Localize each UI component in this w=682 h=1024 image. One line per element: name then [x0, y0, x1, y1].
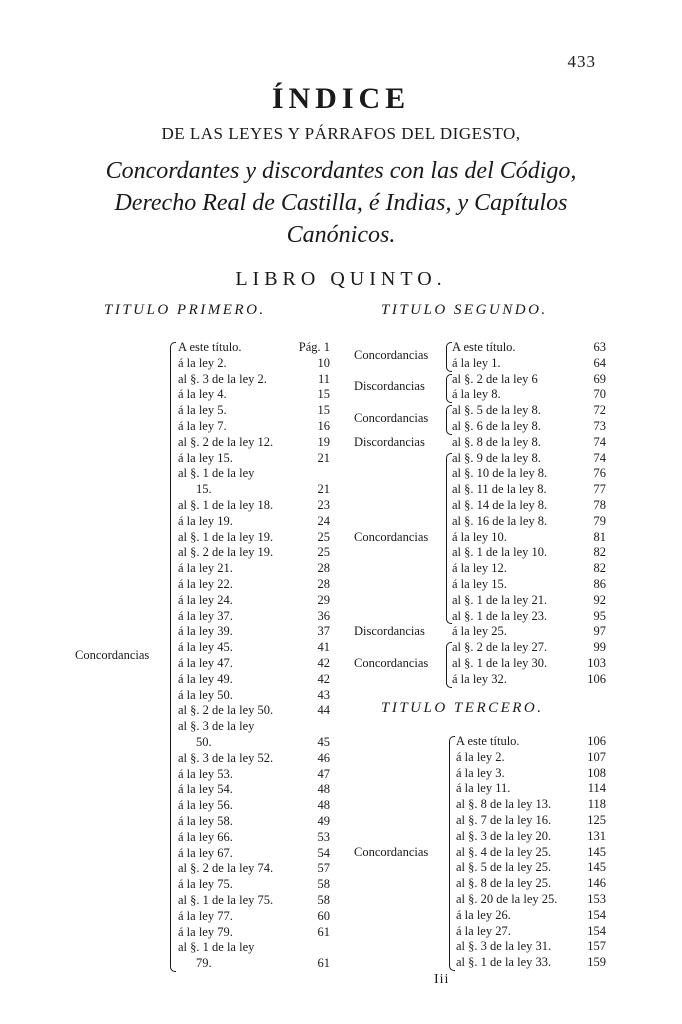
brace-group	[446, 453, 452, 625]
index-entry-text: al §. 1 de la ley 33.	[456, 955, 552, 970]
index-entry-text: 15.	[196, 482, 212, 497]
index-entry-text: á la ley 2.	[456, 749, 505, 764]
index-entry-page: 76	[593, 466, 606, 481]
brace-group	[446, 342, 452, 372]
index-entry-text: al §. 8 de la ley 25.	[456, 876, 552, 891]
index-entry-page: 95	[593, 608, 606, 623]
index-entry-text: á la ley 45.	[178, 640, 233, 655]
group-label: Concordancias	[75, 648, 150, 662]
index-entry-page: 49	[317, 814, 330, 828]
index-entry-text: á la ley 75.	[178, 877, 233, 892]
index-entry-page: 44	[317, 703, 330, 718]
index-entry-text: á la ley 32.	[452, 671, 507, 686]
index-entry-text: al §. 7 de la ley 16.	[456, 813, 552, 827]
page-subtitle: DE LAS LEYES Y PÁRRAFOS DEL DIGESTO,	[161, 124, 521, 143]
index-entry-page: 146	[587, 876, 606, 891]
index-entry-text: al §. 2 de la ley 12.	[178, 434, 274, 449]
titulo-primero-heading: TITULO PRIMERO.	[104, 302, 266, 318]
index-entry-page: 74	[593, 450, 606, 465]
index-entry-page: 21	[317, 482, 330, 497]
index-entry-text: 50.	[196, 735, 212, 749]
index-entry-page: 15	[317, 403, 330, 418]
index-entry-page: 61	[317, 956, 330, 971]
index-entry-text: á la ley 66.	[178, 829, 233, 844]
index-entry-page: 106	[587, 671, 606, 686]
index-entry-text: al §. 11 de la ley 8.	[452, 482, 547, 497]
page-number: 433	[567, 52, 596, 71]
index-entry-page: 64	[593, 355, 606, 370]
index-entry-page: 72	[593, 403, 606, 418]
index-entry-page: 43	[317, 687, 330, 702]
index-entry-page: 70	[593, 387, 606, 402]
signature-mark: Iii	[434, 972, 450, 987]
index-entry-text: 79.	[196, 956, 212, 971]
index-entry-page: 11	[317, 371, 330, 386]
index-entry-page: 77	[593, 482, 606, 497]
index-entry-text: al §. 1 de la ley 19.	[178, 529, 274, 544]
index-entry-text: al §. 3 de la ley	[178, 719, 255, 734]
index-entry-page: 60	[317, 908, 330, 923]
index-entry-page: 114	[587, 781, 606, 796]
index-entry-text: á la ley 8.	[452, 387, 501, 402]
index-entry-page: 36	[317, 608, 330, 623]
index-entry-page: 153	[587, 892, 606, 906]
index-entry-page: 25	[317, 545, 330, 560]
index-entry-page: 23	[317, 498, 330, 512]
index-entry-text: á la ley 11.	[456, 781, 511, 796]
index-entry-text: á la ley 2.	[178, 355, 227, 370]
index-entry-text: al §. 14 de la ley 8.	[452, 498, 548, 512]
index-entry-page: 29	[317, 592, 330, 607]
index-entry-text: á la ley 54.	[178, 782, 233, 797]
index-entry-page: 157	[587, 939, 606, 954]
brace-group	[446, 374, 452, 404]
index-entry-page: 16	[317, 419, 330, 433]
index-entry-page: Pág. 1	[298, 340, 330, 354]
index-entry-page: 58	[317, 877, 330, 892]
italic-title-line-1: Concordantes y discordantes con las del Código,	[105, 158, 577, 184]
index-entry-text: á la ley 49.	[178, 671, 233, 686]
index-entry-page: 48	[317, 782, 330, 797]
index-entry-page: 154	[587, 923, 606, 938]
titulo-tercero-heading: TITULO TERCERO.	[381, 700, 544, 716]
index-entry-page: 78	[593, 498, 606, 512]
index-entry-text: á la ley 79.	[178, 924, 233, 939]
index-entry-text: al §. 5 de la ley 8.	[452, 403, 541, 418]
book-heading: LIBRO QUINTO.	[235, 268, 447, 290]
index-entry-text: á la ley 67.	[178, 845, 233, 860]
index-entry-page: 42	[317, 656, 330, 670]
italic-title-line-2: Derecho Real de Castilla, é Indias, y Capítulos	[114, 190, 568, 216]
index-entry-text: á la ley 12.	[452, 561, 507, 576]
index-entry-text: A este título.	[452, 340, 516, 354]
index-entry-text: á la ley 56.	[178, 798, 233, 813]
index-entry-text: al §. 1 de la ley	[178, 466, 255, 481]
index-entry-page: 82	[593, 561, 606, 576]
index-entry-text: á la ley 10.	[452, 529, 507, 544]
index-entry-text: á la ley 19.	[178, 513, 233, 528]
index-entry-page: 159	[587, 955, 606, 970]
index-entry-text: al §. 2 de la ley 27.	[452, 640, 548, 655]
index-entry-text: á la ley 77.	[178, 908, 233, 923]
index-entry-page: 79	[593, 513, 606, 528]
group-label: Concordancias	[354, 411, 429, 425]
index-entry-page: 154	[587, 907, 606, 922]
index-entry-text: á la ley 26.	[456, 907, 511, 922]
index-entry-page: 46	[317, 750, 330, 765]
index-entry-page: 145	[587, 860, 606, 875]
index-entry-page: 45	[317, 735, 330, 749]
index-entry-text: al §. 2 de la ley 50.	[178, 703, 274, 718]
index-entry-text: á la ley 25.	[452, 624, 507, 639]
index-entry-page: 81	[593, 529, 606, 544]
index-entry-page: 63	[593, 340, 606, 354]
index-entry-text: al §. 8 de la ley 8.	[452, 434, 541, 449]
index-entry-text: al §. 1 de la ley 75.	[178, 893, 274, 907]
index-entry-text: al §. 1 de la ley	[178, 940, 255, 955]
index-entry-text: al §. 3 de la ley 52.	[178, 750, 274, 765]
index-entry-page: 15	[317, 387, 330, 402]
index-entry-text: al §. 2 de la ley 19.	[178, 545, 274, 560]
index-entry-page: 53	[317, 829, 330, 844]
index-entry-text: al §. 1 de la ley 23.	[452, 608, 548, 623]
index-entry-page: 47	[317, 766, 330, 781]
index-entry-page: 54	[317, 845, 330, 860]
index-entry-page: 24	[317, 513, 330, 528]
index-entry-text: al §. 1 de la ley 21.	[452, 592, 548, 607]
index-entry-page: 61	[317, 924, 330, 939]
index-entry-text: á la ley 4.	[178, 387, 227, 402]
index-entry-text: A este título.	[178, 340, 242, 354]
index-entry-text: al §. 4 de la ley 25.	[456, 844, 552, 859]
index-entry-page: 82	[593, 545, 606, 560]
index-entry-text: al §. 10 de la ley 8.	[452, 466, 548, 481]
index-entry-page: 21	[317, 450, 330, 465]
index-entry-page: 42	[317, 671, 330, 686]
index-entry-page: 19	[317, 434, 330, 449]
index-entry-page: 48	[317, 798, 330, 813]
index-entry-page: 73	[593, 419, 606, 433]
index-entry-page: 97	[593, 624, 606, 639]
index-entry-text: al §. 2 de la ley 74.	[178, 861, 274, 876]
index-entry-page: 28	[317, 577, 330, 591]
index-entry-text: á la ley 37.	[178, 608, 233, 623]
index-entry-text: al §. 1 de la ley 18.	[178, 498, 274, 512]
index-entry-text: á la ley 39.	[178, 624, 233, 639]
group-label: Concordancias	[354, 529, 429, 544]
index-entry-text: al §. 8 de la ley 13.	[456, 797, 552, 812]
index-entry-text: al §. 16 de la ley 8.	[452, 513, 548, 528]
group-label: Concordancias	[354, 844, 429, 859]
titulo-segundo-heading: TITULO SEGUNDO.	[381, 302, 548, 318]
index-entry-text: al §. 3 de la ley 2.	[178, 371, 267, 386]
index-entry-page: 69	[593, 371, 606, 386]
index-entry-text: á la ley 3.	[456, 765, 505, 780]
index-entry-text: al §. 3 de la ley 20.	[456, 828, 552, 843]
index-entry-text: al §. 5 de la ley 25.	[456, 860, 552, 875]
index-entry-page: 57	[317, 861, 330, 876]
index-entry-page: 92	[593, 592, 606, 607]
group-label: Concordancias	[354, 347, 429, 362]
index-entry-page: 108	[587, 765, 606, 780]
brace-group	[446, 642, 452, 687]
index-entry-text: á la ley 27.	[456, 923, 511, 938]
index-entry-text: á la ley 21.	[178, 561, 233, 576]
index-entry-page: 37	[317, 624, 330, 639]
group-label: Discordancias	[354, 624, 425, 639]
index-entry-text: á la ley 22.	[178, 577, 233, 591]
index-entry-page: 25	[317, 529, 330, 544]
index-entry-text: á la ley 50.	[178, 687, 233, 702]
index-entry-page: 99	[593, 640, 606, 655]
index-entry-text: al §. 1 de la ley 30.	[452, 656, 548, 670]
index-entry-text: á la ley 24.	[178, 592, 233, 607]
index-entry-text: al §. 9 de la ley 8.	[452, 450, 541, 465]
index-entry-text: á la ley 58.	[178, 814, 233, 828]
group-label: Concordancias	[354, 655, 429, 670]
brace-titulo-primero	[170, 342, 176, 972]
brace-group	[446, 405, 452, 435]
index-entry-text: á la ley 7.	[178, 419, 227, 433]
index-entry-text: á la ley 15.	[178, 450, 233, 465]
index-entry-page: 106	[587, 734, 606, 748]
italic-title-line-3: Canónicos.	[286, 222, 396, 248]
index-entry-text: á la ley 1.	[452, 355, 501, 370]
index-entry-text: al §. 6 de la ley 8.	[452, 419, 541, 433]
index-entry-text: á la ley 47.	[178, 656, 233, 670]
group-label: Discordancias	[354, 379, 425, 394]
page-title: ÍNDICE	[271, 82, 411, 115]
index-entry-page: 58	[317, 893, 330, 907]
index-entry-page: 86	[593, 577, 606, 591]
index-entry-page: 125	[587, 813, 606, 827]
index-entry-page: 10	[317, 355, 330, 370]
index-entry-page: 103	[587, 656, 606, 670]
index-entry-text: al §. 1 de la ley 10.	[452, 545, 548, 560]
index-entry-page: 28	[317, 561, 330, 576]
index-entry-text: A este título.	[456, 734, 520, 748]
index-entry-text: á la ley 53.	[178, 766, 233, 781]
group-label: Discordancias	[354, 434, 425, 449]
index-entry-text: al §. 20 de la ley 25.	[456, 892, 558, 906]
index-entry-page: 118	[587, 797, 606, 812]
index-entry-page: 41	[317, 640, 330, 655]
index-entry-page: 145	[587, 844, 606, 859]
index-entry-text: al §. 3 de la ley 31.	[456, 939, 552, 954]
index-entry-page: 131	[587, 828, 606, 843]
index-entry-text: á la ley 5.	[178, 403, 227, 418]
index-entry-text: al §. 2 de la ley 6	[452, 371, 538, 386]
index-entry-page: 107	[587, 749, 606, 764]
brace-titulo-tercero	[449, 736, 455, 971]
index-entry-text: á la ley 15.	[452, 577, 507, 591]
index-entry-page: 74	[593, 434, 606, 449]
